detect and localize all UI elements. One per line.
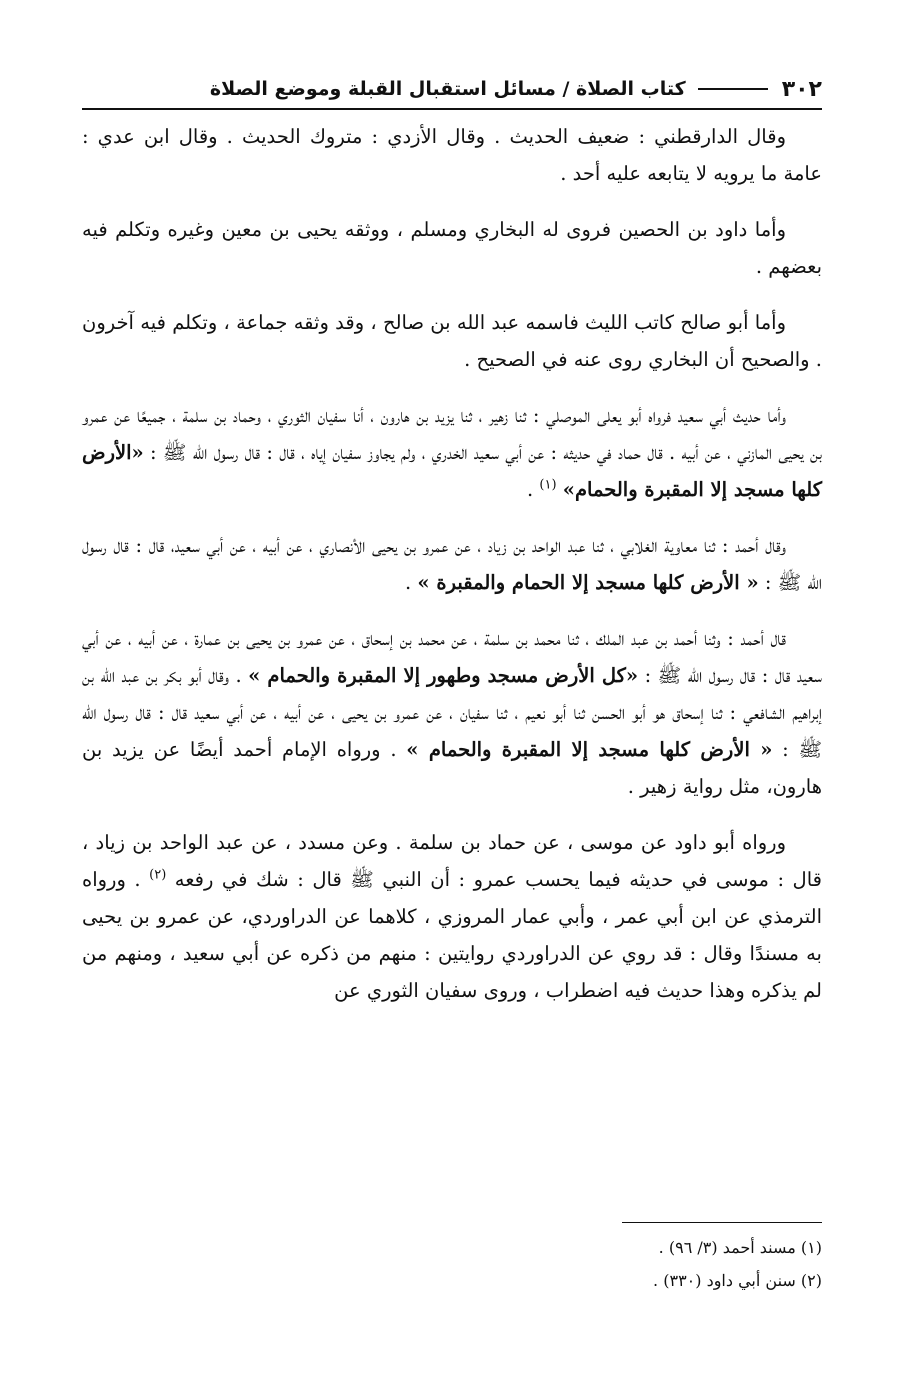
footnote-ref-1: (١)	[539, 477, 557, 493]
hadith-quote: «الأرض كلها مسجد إلا المقبرة والحمام»	[82, 441, 822, 501]
paragraph-text: وأما حديث أبي سعيد فرواه أبو يعلى الموصلي : ثنا زهير ، ثنا يزيد بن هارون ، أنا سفيان الثوري ، وحماد بن سلمة ، جميعًا عن عمرو بن يحيى المازني ، عن أبيه . قال حماد في حديثه : عن أبي سعيد الخدري ، ولم يجاوز سفيان إياه ، قال : قال رسول الله ﷺ :	[82, 404, 822, 464]
footnotes	[82, 1222, 822, 1297]
header-divider	[698, 88, 768, 90]
paragraph-text: . ورواه الترمذي عن ابن أبي عمر ، وأبي عمار المروزي ، كلاهما عن الدراوردي، عن عمرو بن يحيى به مسندًا وقال : قد روي عن الدراوردي روايتين : منهم من ذكره عن أبي سعيد ، ومنهم من لم يذكره وهذا حديث فيه اضطراب ، وروى سفيان الثوري عن	[82, 868, 822, 1002]
footnote-2: (٢) سنن أبي داود (٣٣٠) .	[653, 1271, 822, 1290]
hadith-quote: « الأرض كلها مسجد إلا الحمام والمقبرة »	[417, 571, 759, 594]
paragraph-text: .	[404, 571, 412, 594]
paragraph-1	[82, 118, 822, 192]
paragraph-text: .	[527, 478, 534, 501]
paragraph-3	[82, 304, 822, 378]
paragraph-5	[82, 527, 822, 601]
paragraph-text: قال أحمد : وثنا أحمد بن عبد الملك ، ثنا محمد بن سلمة ، عن محمد بن إسحاق ، عن عمرو بن يحيى بن عمارة ، عن أبيه ، عن أبي سعيد قال : قال رسول الله ﷺ :	[82, 627, 822, 687]
paragraph-text: وأما داود بن الحصين فروى له البخاري ومسلم ، ووثقه يحيى بن معين وغيره وتكلم فيه بعضهم .	[82, 218, 822, 278]
paragraph-text: وقال أحمد : ثنا معاوية الغلابي ، ثنا عبد الواحد بن زياد ، عن عمرو بن يحيى الأنصاري ، عن أبيه ، عن أبي سعيد، قال : قال رسول الله ﷺ :	[82, 534, 822, 594]
hadith-quote: «كل الأرض مسجد وطهور إلا المقبرة والحمام »	[248, 664, 639, 687]
page-number: ٣٠٢	[781, 76, 822, 102]
running-title: كتاب الصلاة / مسائل استقبال القبلة وموضع الصلاة	[209, 78, 686, 100]
paragraph-6	[82, 620, 822, 805]
paragraph-7	[82, 824, 822, 1009]
paragraph-text: ورواه أبو داود عن موسى ، عن حماد بن سلمة . وعن مسدد ، عن عبد الواحد بن زياد ، قال : موسى في حديثه فيما يحسب عمرو : أن النبي ﷺ قال : شك في رفعه	[82, 831, 822, 891]
footnote-ref-2: (٢)	[149, 867, 167, 883]
page-header	[82, 70, 822, 110]
footnote-1: (١) مسند أحمد (٣/ ٩٦) .	[658, 1238, 822, 1257]
paragraph-4	[82, 397, 822, 508]
main-text	[82, 118, 822, 1028]
paragraph-2	[82, 211, 822, 285]
paragraph-text: وأما أبو صالح كاتب الليث فاسمه عبد الله بن صالح ، وقد وثقه جماعة ، وتكلم فيه آخرون . والصحيح أن البخاري روى عنه في الصحيح .	[82, 311, 822, 371]
hadith-quote: « الأرض كلها مسجد إلا المقبرة والحمام »	[406, 738, 773, 761]
paragraph-text: . ورواه الإمام أحمد أيضًا عن يزيد بن هارون، مثل رواية زهير .	[82, 738, 822, 798]
footnote-divider	[622, 1222, 822, 1223]
paragraph-text: . وقال أبو بكر بن عبد الله بن إبراهيم الشافعي : ثنا إسحاق هو أبو الحسن ثنا أبو نعيم ، ثنا سفيان ، عن عمرو بن يحيى ، عن أبيه ، عن أبي سعيد قال : قال رسول الله ﷺ :	[82, 664, 823, 761]
paragraph-text: وقال الدارقطني : ضعيف الحديث . وقال الأزدي : متروك الحديث . وقال ابن عدي : عامة ما يرويه لا يتابعه عليه أحد .	[82, 125, 822, 185]
